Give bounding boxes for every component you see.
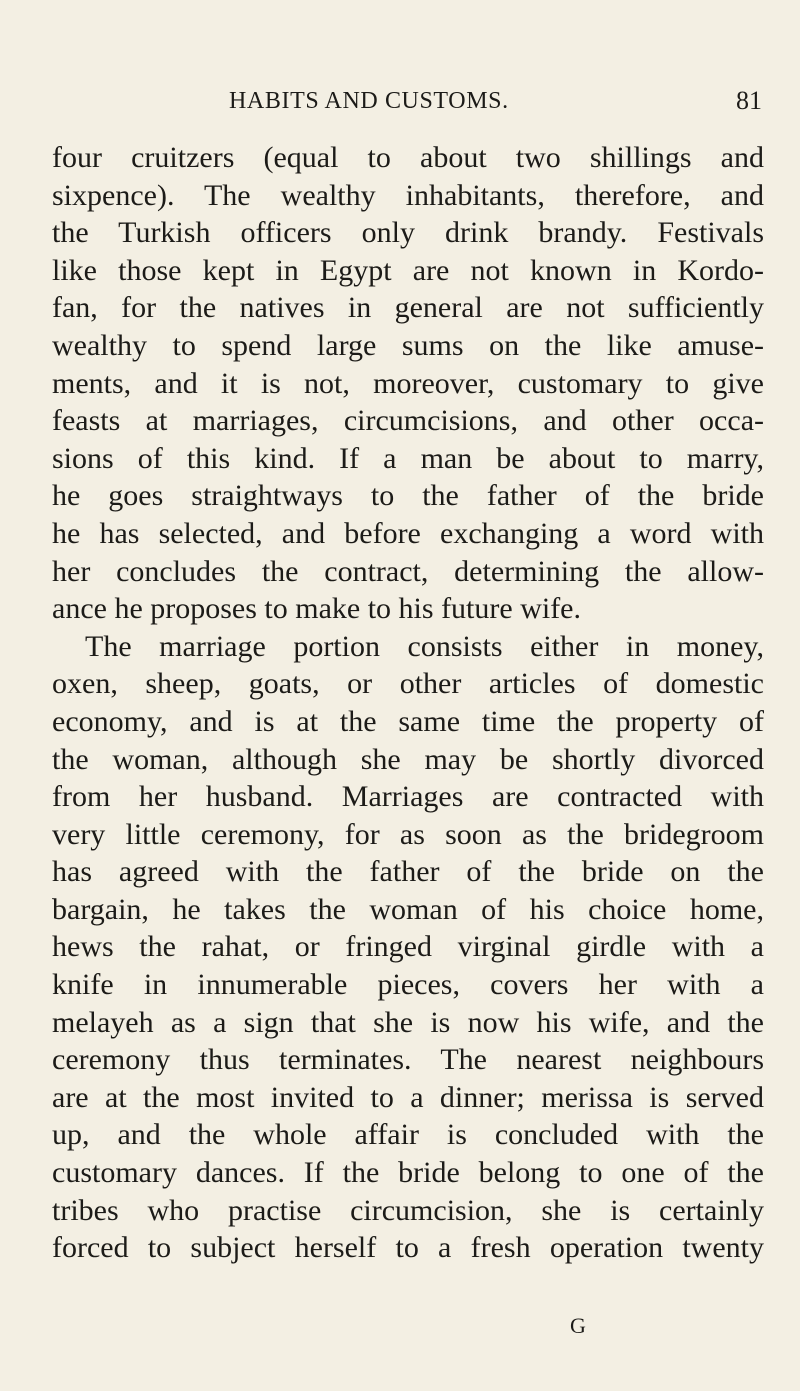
text-line: are at the most invited to a dinner; merissa is served [52, 1080, 764, 1114]
text-line: ceremony thus terminates. The nearest neighbours [52, 1043, 764, 1077]
body-text [52, 139, 764, 1267]
text-line: The marriage portion consists either in money, [85, 629, 764, 663]
text-line: like those kept in Egypt are not known in Kordo- [52, 253, 764, 287]
text-line: ments, and it is not, moreover, customary to give [52, 366, 764, 400]
signature-mark: G [570, 1313, 586, 1338]
text-line: from her husband. Marriages are contracted with [52, 780, 764, 814]
text-line: he has selected, and before exchanging a word with [52, 516, 764, 550]
text-line: sions of this kind. If a man be about to marry, [52, 441, 764, 475]
text-line: very little ceremony, for as soon as the bridegroom [52, 817, 764, 851]
text-line: hews the rahat, or fringed virginal girdle with a [52, 930, 764, 964]
text-line: up, and the whole affair is concluded with the [52, 1118, 764, 1152]
text-line: has agreed with the father of the bride on the [52, 855, 764, 889]
text-line: knife in innumerable pieces, covers her with a [52, 968, 764, 1002]
text-line: forced to subject herself to a fresh operation twenty [52, 1231, 764, 1265]
text-line: economy, and is at the same time the property of [52, 704, 764, 738]
running-head [0, 86, 800, 116]
text-line: melayeh as a sign that she is now his wife, and the [52, 1005, 764, 1039]
text-line: sixpence). The wealthy inhabitants, therefore, and [52, 178, 764, 212]
text-line: feasts at marriages, circumcisions, and other occa- [52, 404, 764, 438]
text-line: the Turkish officers only drink brandy. Festivals [52, 216, 764, 250]
running-title: HABITS AND CUSTOMS. [229, 88, 509, 114]
text-line: oxen, sheep, goats, or other articles of domestic [52, 667, 764, 701]
text-line: customary dances. If the bride belong to one of the [52, 1156, 764, 1190]
text-line: fan, for the natives in general are not sufficiently [52, 291, 764, 325]
text-line: tribes who practise circumcision, she is certainly [52, 1193, 764, 1227]
text-line: her concludes the contract, determining the allow- [52, 554, 764, 588]
text-line: bargain, he takes the woman of his choice home, [52, 892, 764, 926]
text-line: wealthy to spend large sums on the like amuse- [52, 328, 764, 362]
text-line: ance he proposes to make to his future wife. [52, 592, 581, 626]
text-line: four cruitzers (equal to about two shillings and [52, 141, 764, 174]
text-line: the woman, although she may be shortly divorced [52, 742, 764, 776]
text-line: he goes straightways to the father of the bride [52, 479, 764, 513]
page-number: 81 [736, 86, 762, 115]
